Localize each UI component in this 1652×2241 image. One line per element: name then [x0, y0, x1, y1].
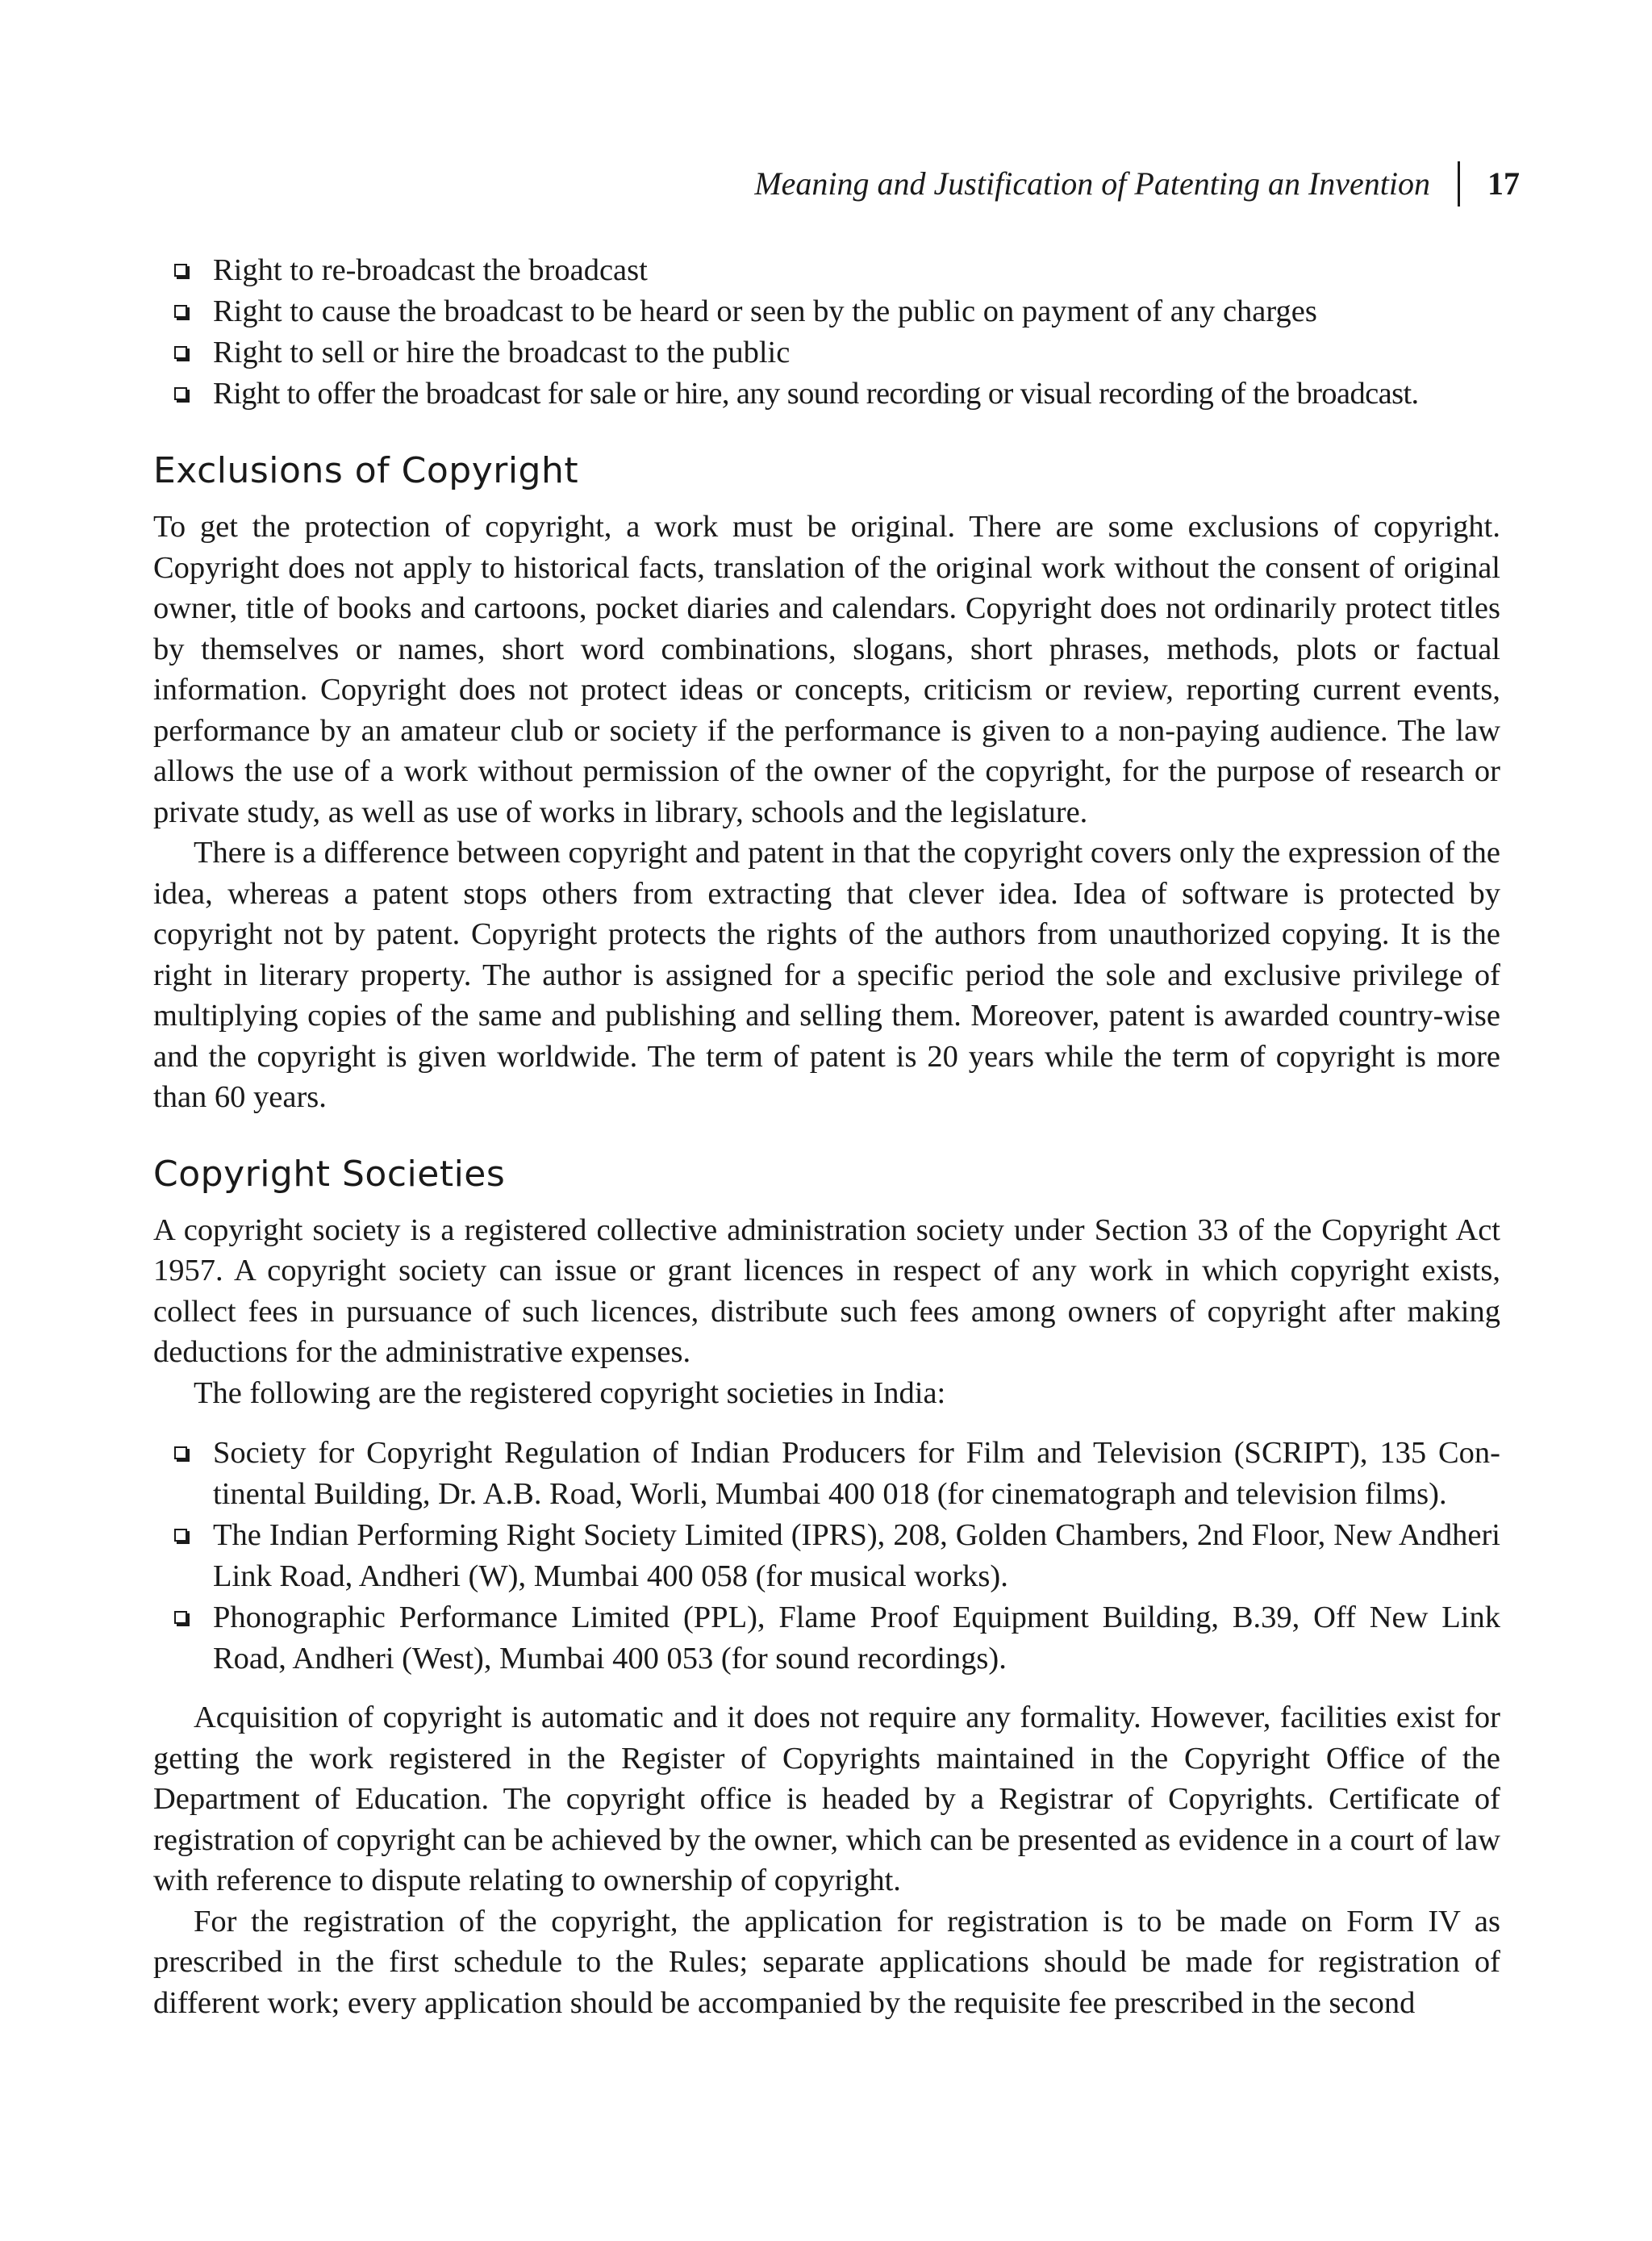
list-item-text: Right to cause the broadcast to be heard or seen by the public on payment of any charges — [213, 294, 1317, 328]
page-number: 17 — [1487, 165, 1520, 202]
paragraph: To get the protection of copyright, a work must be original. There are some exclusions of copyright. Copyright does not apply to historical facts, translation of the original work without the consent of original owner, title of books and cartoons, pocket diaries and calendars. Copyright does not ordinarily protect titles by themselves or names, short word combinations, slogans, short phrases, methods, plots or factual information. Copyright does not protect ideas or concepts, criticism or review, reporting current events, performance by an amateur club or society if the performance is given to a non-paying audience. The law allows the use of a work without permission of the owner of the copyright, for the purpose of research or private study, as well as use of works in library, schools and the legislature. — [153, 510, 1500, 829]
paragraph: For the registration of the copyright, the application for registration is to be made on Form IV as prescribed in the first schedule to the Rules; separate applications should be made for registration of different work; every application should be accompanied by the requisite fee prescribed in the second — [153, 1904, 1500, 2020]
running-header — [754, 161, 1520, 207]
checkbox-bullet-icon — [174, 1529, 187, 1542]
broadcast-rights-list — [153, 250, 1500, 415]
page-content — [153, 250, 1500, 2023]
list-item-text: The Indian Performing Right Society Limited (IPRS), 208, Golden Chambers, 2nd Floor, New Andheri Link Road, Andheri (W), Mumbai 400 058 (for musical works). — [213, 1518, 1500, 1593]
paragraph: A copyright society is a registered collective administration society under Section 33 of the Copyright Act 1957. A copyright society can issue or grant licences in respect of any work in which copyright exists, collect fees in pursuance of such licences, distribute such fees among owners of copyright after making deductions for the administrative expenses. — [153, 1212, 1500, 1369]
list-item-text: Right to re-broadcast the broadcast — [213, 253, 648, 287]
list-item — [153, 1515, 1500, 1597]
list-item — [153, 291, 1500, 332]
checkbox-bullet-icon — [174, 387, 187, 400]
checkbox-bullet-icon — [174, 1611, 187, 1624]
paragraph: Acquisition of copyright is automatic and it does not require any formality. However, facilities exist for getting the work registered in the Register of Copyrights maintained in the Copyright Office of the Department of Education. The copyright office is headed by a Registrar of Copyrights. Certificate of registration of copyright can be achieved by the owner, which can be presented as evidence in a court of law with reference to dispute relating to ownership of copyright. — [153, 1701, 1500, 1897]
list-item — [153, 332, 1500, 374]
list-item — [153, 1433, 1500, 1515]
list-item-text: Right to sell or hire the broadcast to the public — [213, 336, 791, 369]
running-title: Meaning and Justification of Patenting an Invention — [754, 161, 1460, 207]
list-item-text: Right to offer the broadcast for sale or hire, any sound recording or visual recording of the broadcast. — [213, 377, 1419, 411]
list-item-text: Society for Copyright Regulation of Indian Producers for Film and Television (SCRIPT), 135 Continental Building, Dr. A.B. Road, Worli, Mumbai 400 018 (for cinematograph and television films). — [213, 1436, 1500, 1511]
copyright-societies-list — [153, 1433, 1500, 1680]
checkbox-bullet-icon — [174, 264, 187, 277]
checkbox-bullet-icon — [174, 346, 187, 359]
paragraph: There is a difference between copyright and patent in that the copyright covers only the expression of the idea, whereas a patent stops others from extracting that clever idea. Idea of software is protected by copyright not by patent. Copyright protects the rights of the authors from unauthorized copying. It is the right in literary property. The author is assigned for a specific period the sole and exclusive privilege of multiplying copies of the same and publishing and selling them. Moreover, patent is awarded country-wise and the copyright is given worldwide. The term of patent is 20 years while the term of copyright is more than 60 years. — [153, 836, 1500, 1114]
checkbox-bullet-icon — [174, 1446, 187, 1459]
section-heading-exclusions: Exclusions of Copyright — [153, 450, 579, 491]
section-heading-societies: Copyright Societies — [153, 1153, 506, 1195]
list-item — [153, 1597, 1500, 1680]
checkbox-bullet-icon — [174, 305, 187, 318]
paragraph: The following are the registered copyright societies in India: — [194, 1375, 946, 1410]
list-item — [153, 250, 1500, 291]
list-item-text: Phonographic Performance Limited (PPL), Flame Proof Equipment Building, B.39, Off New Link Road, Andheri (West), Mumbai 400 053 (for sound recordings). — [213, 1600, 1500, 1676]
list-item — [153, 374, 1500, 415]
